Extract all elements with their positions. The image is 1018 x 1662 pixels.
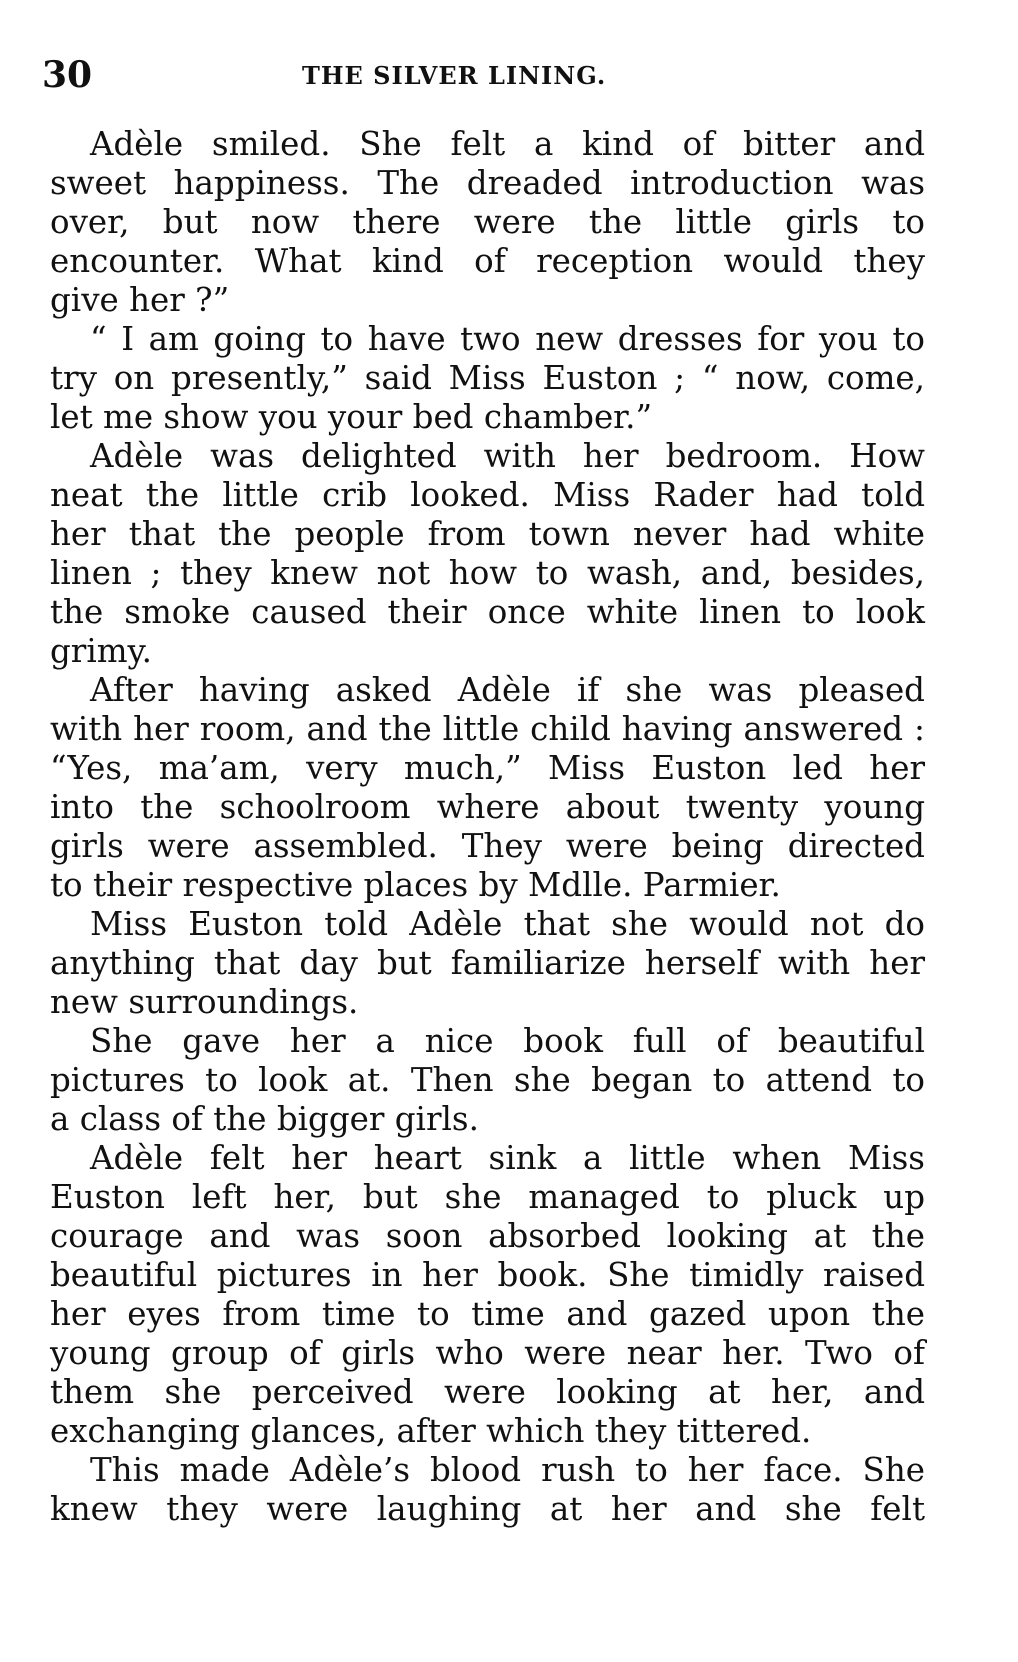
text-line: the smoke caused their once white linen to look (50, 593, 925, 631)
paragraph-4 (50, 671, 925, 905)
text-line: pictures to look at. Then she began to attend to (50, 1061, 925, 1099)
text-line: neat the little crib looked. Miss Rader had told (50, 476, 925, 514)
text-line: Adèle felt her heart sink a little when Miss (90, 1139, 925, 1177)
paragraph-6 (50, 1022, 925, 1139)
text-line: Adèle smiled. She felt a kind of bitter and (90, 125, 925, 163)
text-line: She gave her a nice book full of beautiful (90, 1022, 925, 1060)
text-line: let me show you your bed chamber.” (50, 398, 653, 436)
page-header (42, 50, 922, 100)
text-line: Adèle was delighted with her bedroom. How (90, 437, 925, 475)
text-line: into the schoolroom where about twenty young (50, 788, 925, 826)
text-line: to their respective places by Mdlle. Parmier. (50, 866, 781, 904)
text-line: her eyes from time to time and gazed upon the (50, 1295, 925, 1333)
text-line: knew they were laughing at her and she felt (50, 1490, 925, 1528)
paragraph-8 (50, 1451, 925, 1529)
text-line: try on presently,” said Miss Euston ; “ now, come, (50, 359, 925, 397)
text-line: “ I am going to have two new dresses for you to (90, 320, 925, 358)
text-line: give her ?” (50, 281, 230, 319)
body-text (50, 125, 925, 1529)
text-line: Euston left her, but she managed to pluck up (50, 1178, 925, 1216)
text-line: grimy. (50, 632, 152, 670)
text-line: girls were assembled. They were being directed (50, 827, 925, 865)
running-title: THE SILVER LINING. (302, 61, 607, 90)
text-line: exchanging glances, after which they tittered. (50, 1412, 812, 1450)
text-line: courage and was soon absorbed looking at the (50, 1217, 925, 1255)
text-line: anything that day but familiarize herself with her (50, 944, 925, 982)
text-line: This made Adèle’s blood rush to her face. She (90, 1451, 925, 1489)
text-line: sweet happiness. The dreaded introduction was (50, 164, 925, 202)
text-line: Miss Euston told Adèle that she would not do (90, 905, 925, 943)
text-line: her that the people from town never had white (50, 515, 925, 553)
text-line: “Yes, ma’am, very much,” Miss Euston led her (50, 749, 925, 787)
text-line: After having asked Adèle if she was pleased (90, 671, 925, 709)
text-line: a class of the bigger girls. (50, 1100, 479, 1138)
paragraph-7 (50, 1139, 925, 1451)
text-line: encounter. What kind of reception would they (50, 242, 925, 280)
page-number: 30 (42, 54, 93, 96)
text-line: over, but now there were the little girls to (50, 203, 925, 241)
text-line: young group of girls who were near her. Two of (50, 1334, 925, 1372)
paragraph-2 (50, 320, 925, 437)
text-line: with her room, and the little child having answered : (50, 710, 925, 748)
text-line: linen ; they knew not how to wash, and, besides, (50, 554, 925, 592)
paragraph-3 (50, 437, 925, 671)
text-line: new surroundings. (50, 983, 359, 1021)
text-line: them she perceived were looking at her, and (50, 1373, 925, 1411)
paragraph-1 (50, 125, 925, 320)
paragraph-5 (50, 905, 925, 1022)
text-line: beautiful pictures in her book. She timidly raised (50, 1256, 925, 1294)
